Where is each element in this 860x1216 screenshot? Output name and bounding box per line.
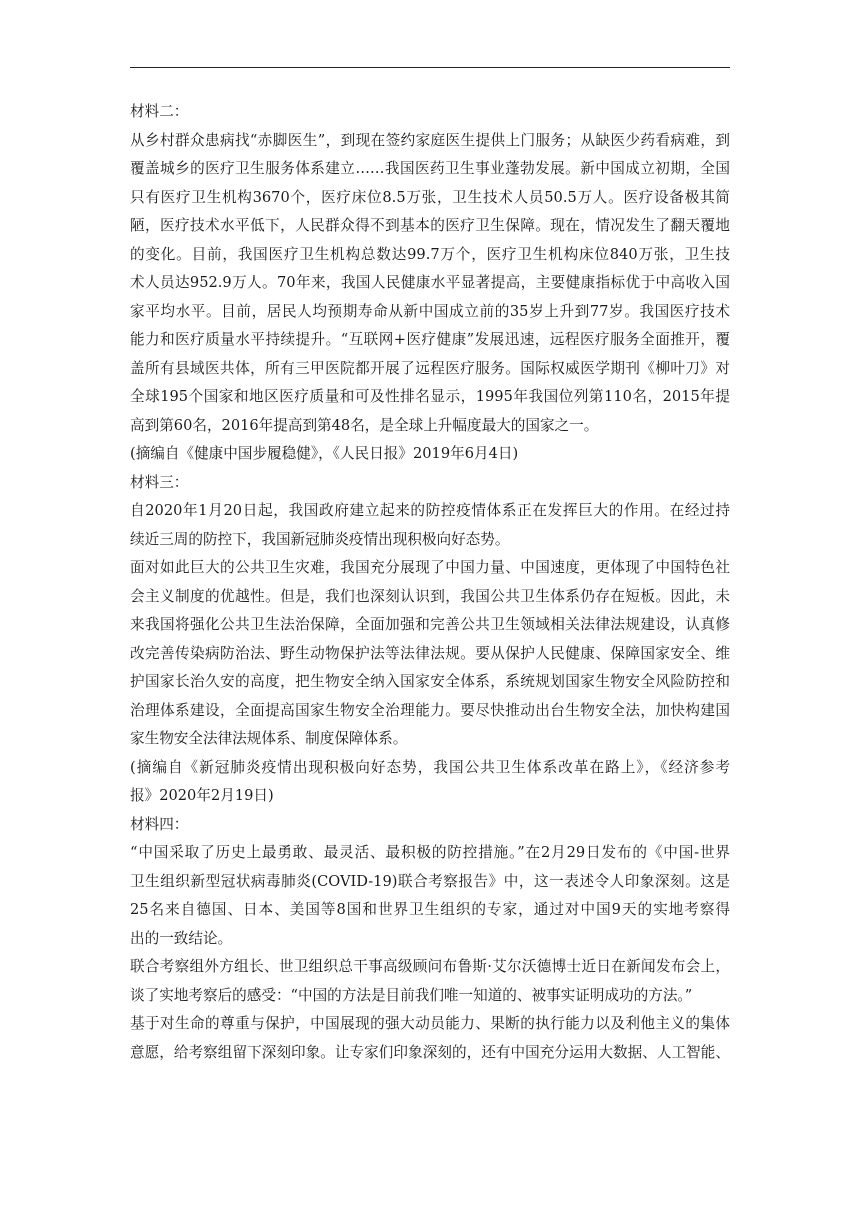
text-line: 家平均水平。目前，居民人均预期寿命从新中国成立前的35岁上升到77岁。我国医疗技术 xyxy=(130,302,730,320)
text-line: 报》2020年2月19日) xyxy=(130,787,274,804)
text-line: 25名来自德国、日本、美国等8国和世界卫生组织的专家，通过对中国9天的实地考察得 xyxy=(130,901,730,918)
text-line: 材料三： xyxy=(130,473,189,491)
text-line: 意愿，给考察组留下深刻印象。让专家们印象深刻的，还有中国充分运用大数据、人工智能、 xyxy=(130,1043,730,1061)
text-line: 改完善传染病防治法、野生动物保护法等法律法规。要从保护人民健康、保障国家安全、维 xyxy=(130,644,730,662)
text-line: 盖所有县域医共体，所有三甲医院都开展了远程医疗服务。国际权威医学期刊《柳叶刀》对 xyxy=(130,359,730,377)
header-rule xyxy=(130,67,730,68)
text-line: 材料二： xyxy=(130,103,189,120)
text-line: 能力和医疗质量水平持续提升。“互联网+医疗健康”发展迅速，远程医疗服务全面推开，覆 xyxy=(130,331,730,348)
text-line: 全球195个国家和地区医疗质量和可及性排名显示，1995年我国位列第110名，2015年提 xyxy=(130,388,730,405)
text-line: 只有医疗卫生机构3670个，医疗床位8.5万张，卫生技术人员50.5万人。医疗设备极其简 xyxy=(130,188,730,206)
document-body xyxy=(130,98,730,1067)
text-line: (摘编自《新冠肺炎疫情出现积极向好态势，我国公共卫生体系改革在路上》，《经济参考 xyxy=(130,758,730,776)
text-line: 基于对生命的尊重与保护，中国展现的强大动员能力、果断的执行能力以及利他主义的集体 xyxy=(130,1015,730,1032)
text-line: 面对如此巨大的公共卫生灾难，我国充分展现了中国力量、中国速度，更体现了中国特色社 xyxy=(130,559,730,576)
text-line: 材料四： xyxy=(130,815,189,833)
text-line: 自2020年1月20日起，我国政府建立起来的防控疫情体系正在发挥巨大的作用。在经过持 xyxy=(130,502,730,519)
text-line: 的变化。目前，我国医疗卫生机构总数达99.7万个，医疗卫生机构床位840万张，卫生技 xyxy=(130,245,730,263)
text-line: 陋，医疗技术水平低下，人民群众得不到基本的医疗卫生保障。现在，情况发生了翻天覆地 xyxy=(130,217,730,234)
text-line: 护国家长治久安的高度，把生物安全纳入国家安全体系，系统规划国家生物安全风险防控和 xyxy=(130,673,730,690)
text-line: 会主义制度的优越性。但是，我们也深刻认识到，我国公共卫生体系仍存在短板。因此，未 xyxy=(130,587,730,605)
text-line: “中国采取了历史上最勇敢、最灵活、最积极的防控措施。”在2月29日发布的《中国-世界 xyxy=(130,844,730,861)
text-line: (摘编自《健康中国步履稳健》，《人民日报》2019年6月4日) xyxy=(130,445,519,462)
text-line: 覆盖城乡的医疗卫生服务体系建立……我国医药卫生事业蓬勃发展。新中国成立初期，全国 xyxy=(130,160,730,177)
text-line: 卫生组织新型冠状病毒肺炎(COVID-19)联合考察报告》中，这一表述令人印象深刻。这是 xyxy=(130,872,730,890)
text-line: 治理体系建设，全面提高国家生物安全治理能力。要尽快推动出台生物安全法，加快构建国 xyxy=(130,701,730,719)
text-line: 来我国将强化公共卫生法治保障，全面加强和完善公共卫生领域相关法律法规建设，认真修 xyxy=(130,616,730,633)
text-line: 术人员达952.9万人。70年来，我国人民健康水平显著提高，主要健康指标优于中高收入国 xyxy=(130,274,730,291)
text-line: 从乡村群众患病找“赤脚医生”，到现在签约家庭医生提供上门服务；从缺医少药看病难，到 xyxy=(130,131,730,149)
text-line: 出的一致结论。 xyxy=(130,929,233,947)
text-line: 高到第60名，2016年提高到第48名，是全球上升幅度最大的国家之一。 xyxy=(130,416,599,434)
text-line: 家生物安全法律法规体系、制度保障体系。 xyxy=(130,730,408,747)
text-line: 联合考察组外方组长、世卫组织总干事高级顾问布鲁斯·艾尔沃德博士近日在新闻发布会上， xyxy=(130,958,730,975)
text-line: 续近三周的防控下，我国新冠肺炎疫情出现积极向好态势。 xyxy=(130,530,510,548)
text-line: 谈了实地考察后的感受：“中国的方法是目前我们唯一知道的、被事实证明成功的方法。” xyxy=(130,986,693,1004)
